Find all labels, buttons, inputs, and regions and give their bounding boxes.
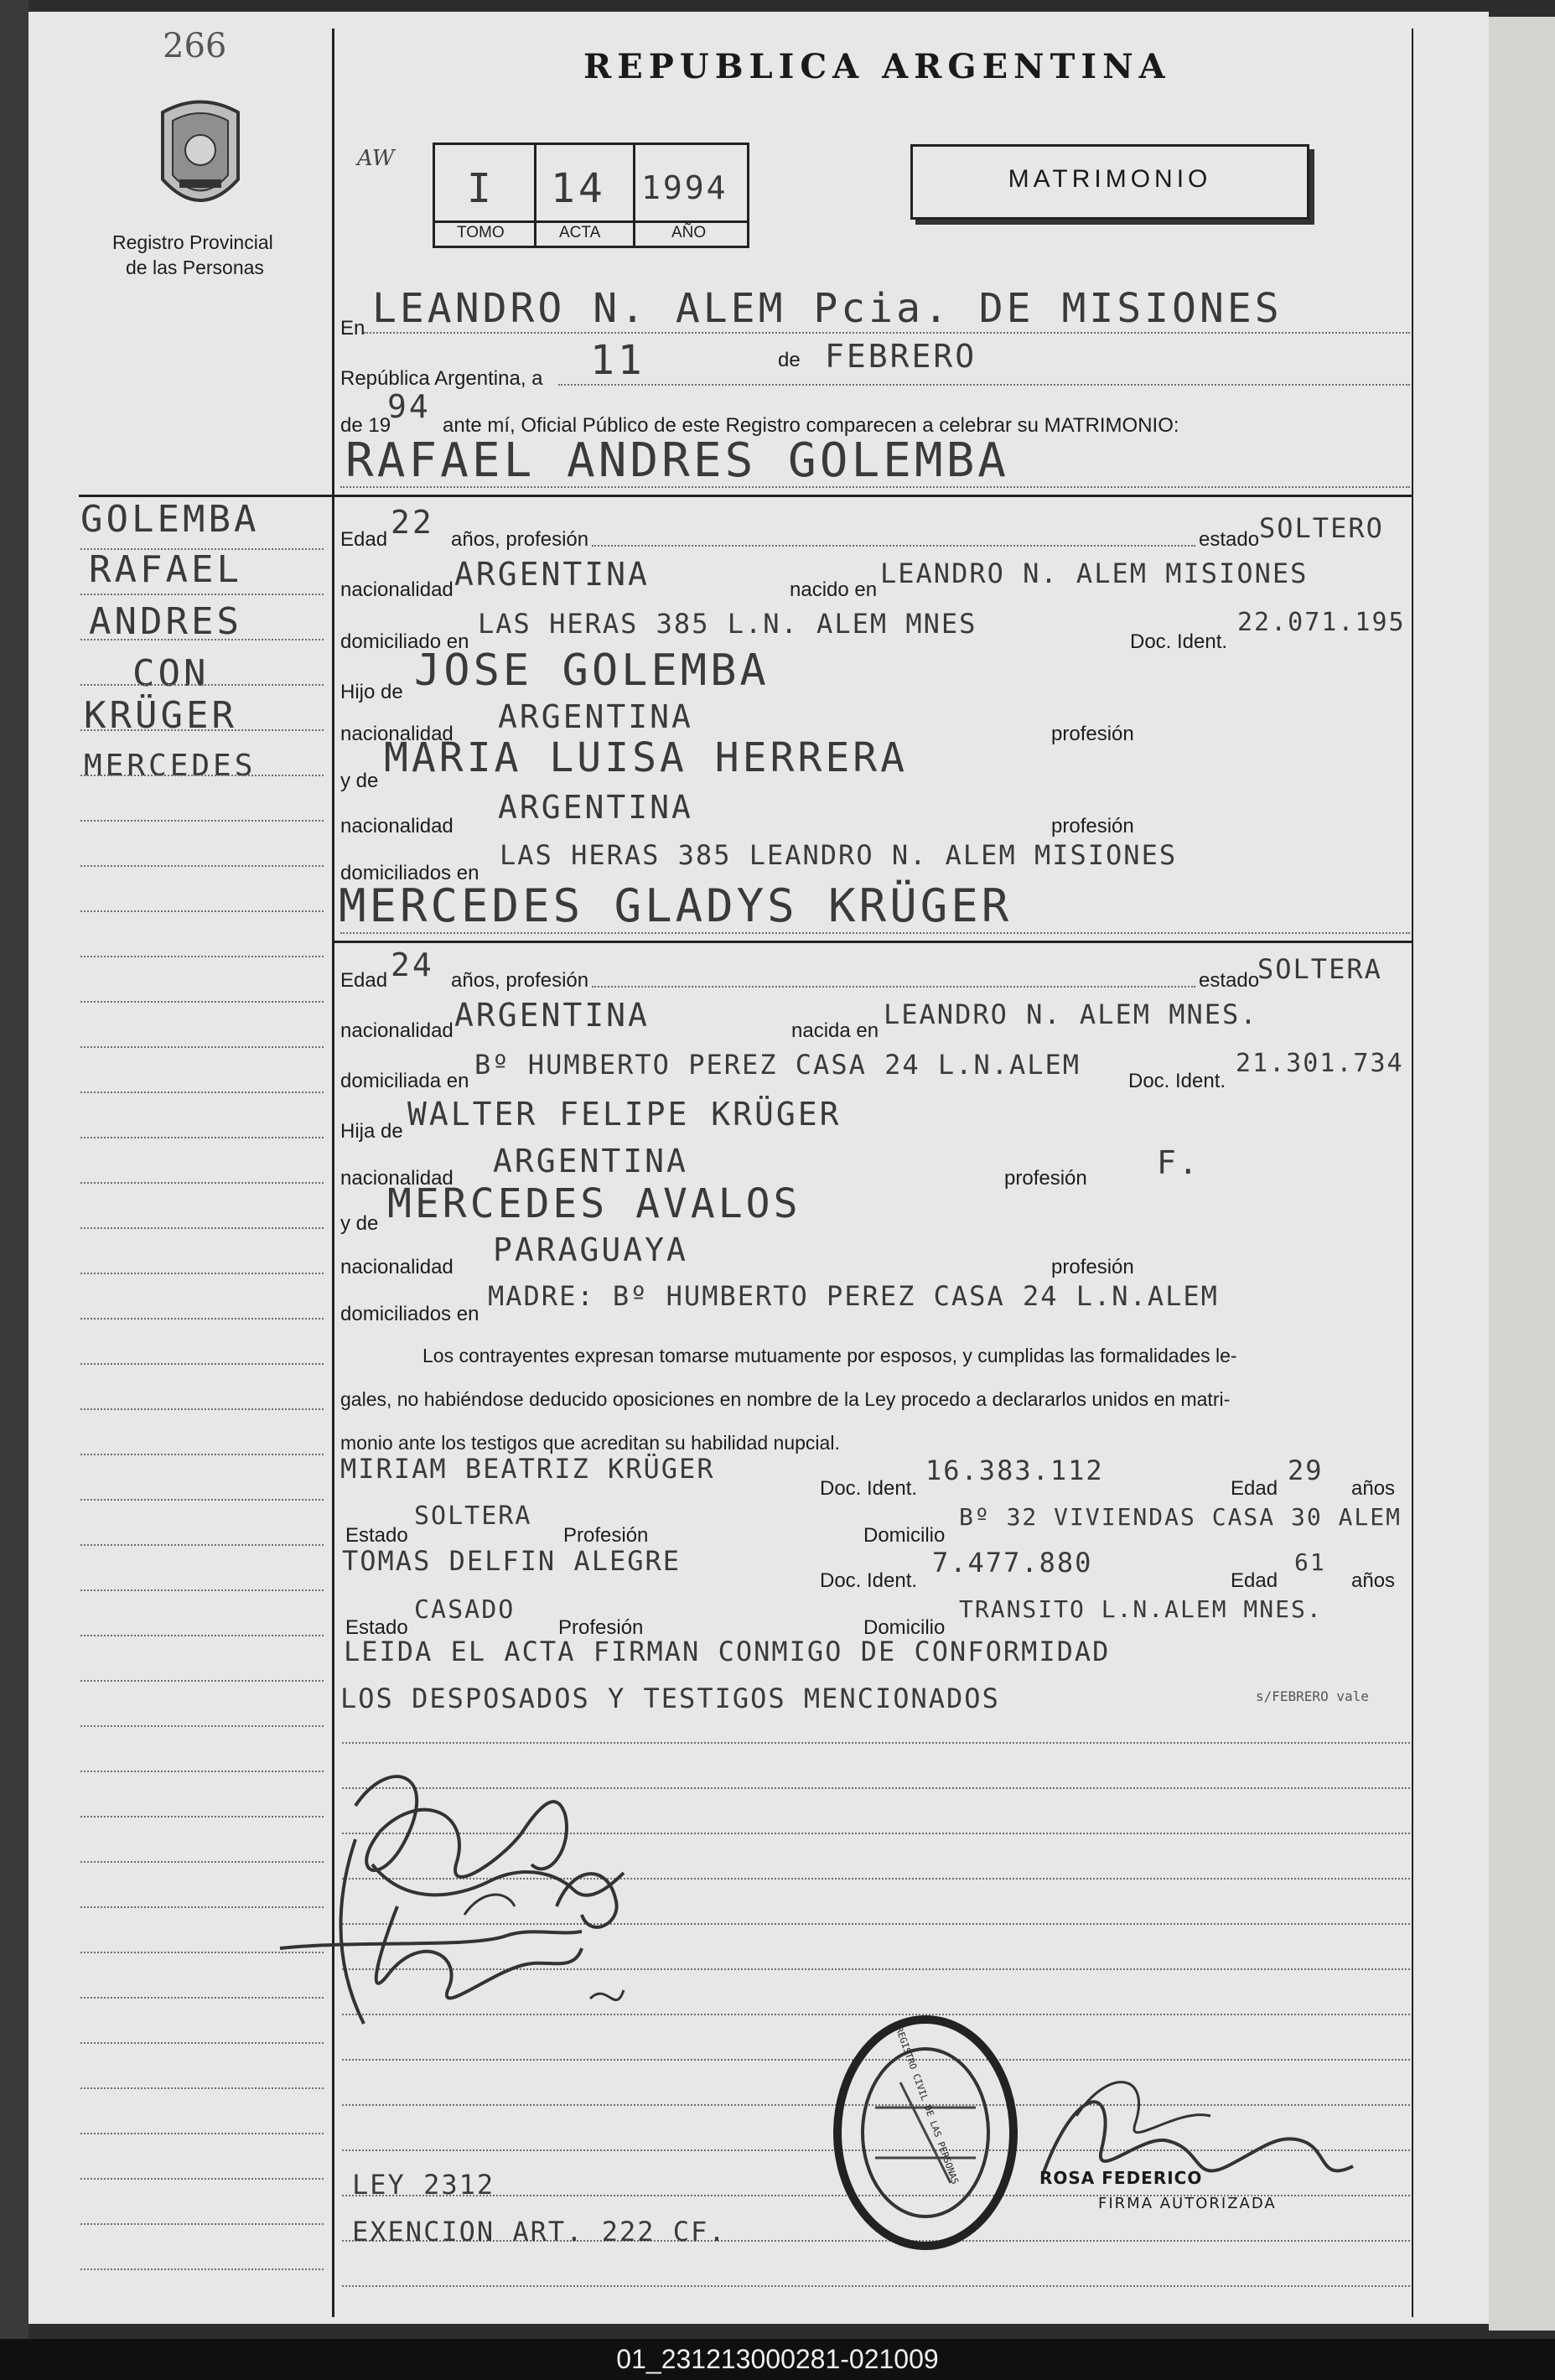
tomo-label: TOMO	[457, 224, 505, 241]
margin-rule	[80, 1091, 324, 1093]
acta-value: 14	[551, 165, 606, 212]
act-type-box	[910, 144, 1309, 220]
margin-rule	[80, 639, 324, 640]
register-page	[29, 12, 1489, 2324]
groom-father: JOSE GOLEMBA	[414, 646, 770, 696]
groom-edad-label: Edad	[340, 528, 388, 551]
witness2-edad-label: Edad	[1231, 1569, 1278, 1592]
book-spine	[0, 0, 29, 2339]
bride-father-nat: ARGENTINA	[493, 1143, 688, 1180]
misiones-seal-icon	[154, 96, 246, 221]
margin-rule	[80, 1318, 324, 1320]
official-name: ROSA FEDERICO	[1039, 2168, 1203, 2188]
margin-rule	[80, 910, 324, 912]
margin-rule	[80, 548, 324, 550]
next-page-edge	[1489, 17, 1555, 2331]
groom-hijo-label: Hijo de	[340, 681, 403, 703]
witness2-domicilio: TRANSITO L.N.ALEM MNES.	[959, 1595, 1323, 1623]
groom-nacido-label: nacido en	[790, 578, 878, 601]
margin-rule	[80, 1454, 324, 1455]
groom-father-prof-label: profesión	[1051, 723, 1134, 745]
margin-rule	[80, 684, 324, 686]
bride-edad-label: Edad	[340, 969, 388, 992]
bride-birthplace: LEANDRO N. ALEM MNES.	[884, 998, 1258, 1030]
groom-birthplace: LEANDRO N. ALEM MISIONES	[880, 557, 1309, 589]
bride-nacida-label: nacida en	[791, 1019, 879, 1042]
margin-rule	[80, 1680, 324, 1682]
margin-rule	[80, 1725, 324, 1727]
groom-address: LAS HERAS 385 L.N. ALEM MNES	[478, 608, 977, 640]
day-value: 11	[590, 337, 645, 384]
groom-dom-label: domiciliado en	[340, 630, 469, 653]
initials-mark: AW	[357, 146, 395, 171]
witness1-edad-label: Edad	[1231, 1477, 1278, 1500]
margin-rule	[80, 1499, 324, 1501]
margin-rule	[80, 1363, 324, 1365]
year-prefix: de 19	[340, 414, 391, 437]
right-border	[1412, 29, 1413, 2317]
margin-rule	[80, 1273, 324, 1274]
witness1-age: 29	[1288, 1454, 1324, 1486]
margin-rule	[80, 1001, 324, 1003]
witness2-name: TOMAS DELFIN ALEGRE	[342, 1545, 682, 1577]
witness2-anos-label: años	[1351, 1569, 1396, 1592]
bride-mother-nat: PARAGUAYA	[493, 1231, 688, 1268]
groom-doc-label: Doc. Ident.	[1130, 630, 1228, 653]
witness1-profesion-label: Profesión	[563, 1524, 649, 1547]
anio-value: 1994	[641, 169, 728, 206]
margin-name-3: ANDRES	[89, 600, 242, 643]
margin-name-4: CON	[132, 652, 210, 695]
witness2-domicilio-label: Domicilio	[863, 1616, 946, 1639]
bride-father: WALTER FELIPE KRÜGER	[407, 1096, 842, 1133]
groom-age: 22	[391, 504, 434, 541]
bride-parents-address: MADRE: Bº HUMBERTO PEREZ CASA 24 L.N.ALEM	[488, 1280, 1219, 1312]
margin-rule	[80, 2223, 324, 2225]
groom-estado-label: estado	[1199, 528, 1260, 551]
bride-father-prof-label: profesión	[1004, 1167, 1087, 1190]
margin-rule	[80, 1589, 324, 1591]
groom-profesion-label: años, profesión	[451, 528, 589, 551]
bride-yde-label: y de	[340, 1212, 379, 1235]
anio-label: AÑO	[671, 224, 707, 241]
registry-line2: de las Personas	[126, 257, 264, 278]
witness1-doc: 16.383.112	[925, 1454, 1104, 1486]
margin-rule	[80, 956, 324, 957]
groom-parents-dom-label: domiciliados en	[340, 862, 479, 884]
bride-mother: MERCEDES AVALOS	[387, 1180, 801, 1227]
groom-nac-label: nacionalidad	[340, 578, 454, 601]
official-title: FIRMA AUTORIZADA	[1098, 2195, 1277, 2212]
content-rule	[342, 2285, 1410, 2287]
closing-line2: LOS DESPOSADOS Y TESTIGOS MENCIONADOS	[340, 1683, 1000, 1714]
witness2-doc: 7.477.880	[932, 1547, 1093, 1579]
bride-full-name: MERCEDES GLADYS KRÜGER	[339, 879, 1013, 932]
margin-rule	[80, 729, 324, 731]
groom-yde-label: y de	[340, 770, 379, 792]
margin-rule	[80, 865, 324, 867]
bride-father-prof: F.	[1157, 1144, 1200, 1181]
place-value: LEANDRO N. ALEM Pcia. DE MISIONES	[372, 285, 1283, 332]
declaration-line2: gales, no habiéndose deducido oposiciones en nombre de la Ley procedo a declararlos unidos en matri-	[340, 1388, 1231, 1410]
groom-nationality: ARGENTINA	[454, 556, 650, 593]
witness1-estado-label: Estado	[345, 1524, 408, 1547]
declaration-line1: Los contrayentes expresan tomarse mutuamente por esposos, y cumplidas las formalidades le-	[422, 1345, 1237, 1366]
margin-rule	[80, 2133, 324, 2134]
groom-mother: MARIA LUISA HERRERA	[384, 734, 909, 781]
groom-mother-nat: ARGENTINA	[498, 789, 693, 826]
bride-mother-prof-label: profesión	[1051, 1256, 1134, 1278]
groom-parents-address: LAS HERAS 385 LEANDRO N. ALEM MISIONES	[500, 839, 1178, 871]
intro-sentence: ante mí, Oficial Público de este Registro comparecen a celebrar su MATRIMONIO:	[443, 414, 1179, 437]
margin-rule	[80, 1046, 324, 1048]
groom-doc: 22.071.195	[1237, 608, 1406, 637]
groom-estado: SOLTERO	[1259, 512, 1384, 544]
witness2-profesion-label: Profesión	[558, 1616, 644, 1639]
witness2-estado-label: Estado	[345, 1616, 408, 1639]
official-stamp	[825, 2007, 1026, 2258]
groom-mother-nac-label: nacionalidad	[340, 815, 454, 837]
bride-nationality: ARGENTINA	[454, 997, 650, 1034]
groom-full-name: RAFAEL ANDRES GOLEMBA	[345, 433, 1010, 488]
bride-estado-label: estado	[1199, 969, 1260, 992]
witness1-anos-label: años	[1351, 1477, 1396, 1500]
bride-parents-dom-label: domiciliados en	[340, 1303, 479, 1325]
bride-estado: SOLTERA	[1257, 953, 1382, 985]
margin-name-6: MERCEDES	[84, 749, 257, 783]
witness1-name: MIRIAM BEATRIZ KRÜGER	[340, 1453, 715, 1485]
month-value: FEBRERO	[825, 338, 977, 375]
witness2-doc-label: Doc. Ident.	[820, 1569, 918, 1592]
bride-dom-label: domiciliada en	[340, 1070, 469, 1092]
bride-address: Bº HUMBERTO PEREZ CASA 24 L.N.ALEM	[474, 1049, 1081, 1081]
bride-mother-nac-label: nacionalidad	[340, 1256, 454, 1278]
acta-label: ACTA	[559, 224, 601, 241]
volume-box	[433, 143, 749, 248]
page-number: 266	[163, 27, 227, 65]
witness2-estado: CASADO	[414, 1595, 516, 1625]
official-signature	[1026, 2049, 1378, 2217]
witness1-estado: SOLTERA	[414, 1501, 532, 1531]
groom-father-nac-label: nacionalidad	[340, 723, 454, 745]
year-suffix: 94	[387, 388, 431, 425]
margin-rule	[80, 820, 324, 822]
closing-line1: LEIDA EL ACTA FIRMAN CONMIGO DE CONFORMIDAD	[344, 1636, 1111, 1667]
de-label: de	[778, 349, 801, 371]
bride-doc-label: Doc. Ident.	[1128, 1070, 1226, 1092]
tomo-value: I	[467, 165, 495, 212]
country-title: REPUBLICA ARGENTINA	[583, 47, 1171, 86]
margin-rule	[80, 775, 324, 776]
margin-rule	[80, 1182, 324, 1184]
margin-rule	[80, 1408, 324, 1410]
declaration-line3: monio ante los testigos que acreditan su habilidad nupcial.	[340, 1432, 840, 1454]
bride-age: 24	[391, 946, 434, 983]
margin-name-2: RAFAEL	[89, 548, 242, 591]
witness1-doc-label: Doc. Ident.	[820, 1477, 918, 1500]
margin-rule	[80, 2178, 324, 2180]
groom-mother-prof-label: profesión	[1051, 815, 1134, 837]
margin-rule	[80, 2269, 324, 2270]
witness1-domicilio: Bº 32 VIVIENDAS CASA 30 ALEM	[959, 1503, 1402, 1531]
law-line2: EXENCION ART. 222 CF.	[352, 2216, 727, 2248]
act-type-label: MATRIMONIO	[1008, 165, 1212, 193]
margin-rule	[80, 1227, 324, 1229]
document-id-footer: 01_231213000281-021009	[0, 2339, 1555, 2380]
witness2-age: 61	[1294, 1548, 1326, 1576]
signatures-scribble	[255, 1739, 724, 2057]
margin-name-1: GOLEMBA	[80, 498, 260, 541]
bride-hija-label: Hija de	[340, 1120, 403, 1143]
bride-doc: 21.301.734	[1236, 1049, 1404, 1078]
margin-name-5: KRÜGER	[84, 694, 237, 737]
bride-father-nac-label: nacionalidad	[340, 1167, 454, 1190]
en-label: En	[340, 317, 365, 340]
groom-father-nat: ARGENTINA	[498, 698, 693, 735]
margin-rule	[80, 594, 324, 595]
margin-rule	[80, 2087, 324, 2089]
stamp-text: REGISTRO CIVIL DE LAS PERSONAS	[893, 2025, 961, 2186]
margin-rule	[80, 1544, 324, 1546]
margin-rule	[80, 1137, 324, 1138]
law-line1: LEY 2312	[352, 2169, 495, 2201]
bride-profesion-label: años, profesión	[451, 969, 589, 992]
closing-note: s/FEBRERO vale	[1256, 1688, 1369, 1704]
bride-nac-label: nacionalidad	[340, 1019, 454, 1042]
republica-label: República Argentina, a	[340, 367, 543, 390]
witness1-domicilio-label: Domicilio	[863, 1524, 946, 1547]
registry-line1: Registro Provincial	[112, 231, 273, 253]
margin-rule	[80, 1635, 324, 1636]
